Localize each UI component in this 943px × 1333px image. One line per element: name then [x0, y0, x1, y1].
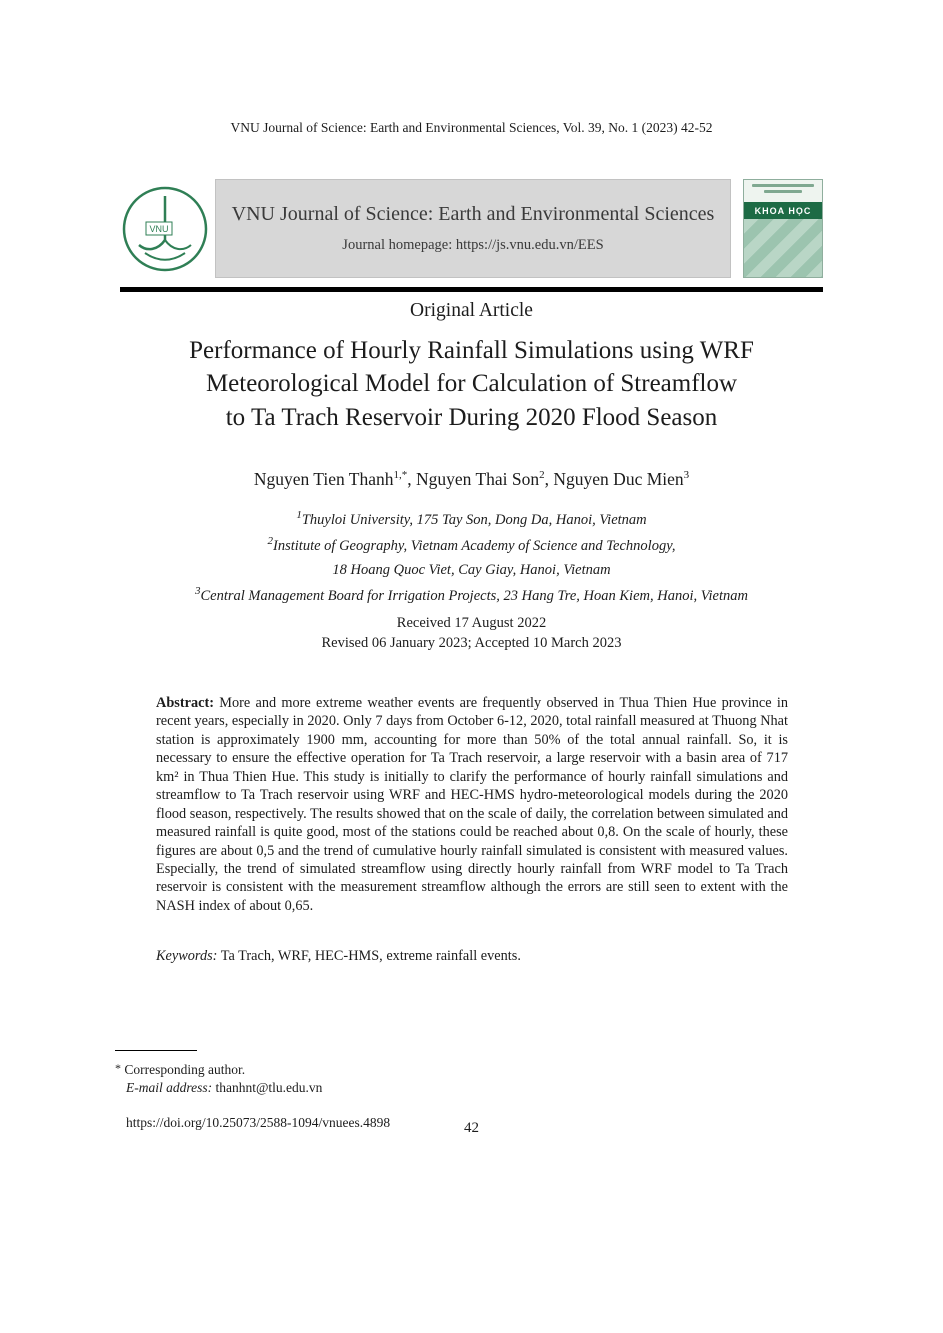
doi-link[interactable]: https://doi.org/10.25073/2588-1094/vnuees.4898	[126, 1115, 391, 1131]
email-address[interactable]: thanhnt@tlu.edu.vn	[212, 1080, 323, 1096]
affiliation-list	[0, 506, 943, 608]
author-separator: ,	[407, 469, 416, 489]
cover-pattern	[744, 219, 822, 277]
email-line	[115, 1079, 535, 1097]
keywords-text: Ta Trach, WRF, HEC-HMS, extreme rainfall events.	[217, 948, 521, 964]
keywords-section	[156, 948, 788, 965]
abstract-label: Abstract:	[156, 695, 214, 711]
author-3-name: Nguyen Duc Mien	[553, 469, 684, 489]
author-1-name: Nguyen Tien Thanh	[253, 469, 394, 489]
author-list	[0, 469, 943, 490]
revised-accepted-dates: Revised 06 January 2023; Accepted 10 March 2023	[321, 634, 622, 651]
email-label: E-mail address:	[126, 1080, 213, 1096]
journal-cover-thumbnail	[743, 179, 823, 278]
abstract-text: More and more extreme weather events are frequently observed in Thua Thien Hue province in recent years, especially in 2020. Only 7 days from October 6-12, 2020, total rainfall measured at Thuong Nhat station is approximately 1900 mm, accounting for more than 50% of the total annual rainfall. So, it is necessary to ensure the effective operation for Ta Trach reservoir, a large reservoir with a basin area of 717 km² in Thua Thien Hue. This study is initially to clarify the performance of hourly rainfall simulations and streamflow to Ta Trach reservoir using WRF and HEC-HMS hydro-meteorological models during the 2020 flood season, respectively. The results showed that on the scale of daily, the correlation between simulated and measured rainfall is quite good, most of the stations could be reached about 0,8. On the scale of hourly, these figures are about 0,5 and the trend of cumulative hourly rainfall simulated is consistent with measured values. Especially, the trend of simulated streamflow using directly hourly rainfall from WRF model to Ta Trach reservoir is consistent with the measurement streamflow although the errors are still seen to extent with the NASH index of about 0,65.	[156, 695, 788, 914]
author-separator: ,	[544, 469, 554, 489]
article-title	[120, 334, 823, 434]
received-date: Received 17 August 2022	[396, 615, 547, 631]
author-3-affmark: 3	[683, 469, 690, 482]
journal-banner	[120, 179, 823, 278]
asterisk-marker: *	[115, 1061, 121, 1075]
keywords-label: Keywords:	[156, 948, 218, 964]
masthead-journal-title: VNU Journal of Science: Earth and Environmental Sciences	[231, 203, 715, 225]
affiliation-2-text: Institute of Geography, Vietnam Academy of Science and Technology,	[273, 537, 676, 554]
cover-decorative-line	[752, 184, 814, 187]
vnu-logo-text: VNU	[149, 223, 169, 234]
masthead	[215, 179, 731, 278]
affiliation-1-mark: 1	[296, 509, 302, 521]
abstract-section	[156, 694, 788, 915]
article-title-line-3: to Ta Trach Reservoir During 2020 Flood Season	[225, 403, 718, 431]
article-history	[0, 614, 943, 653]
affiliation-3	[0, 582, 943, 608]
masthead-homepage-link[interactable]: Journal homepage: https://js.vnu.edu.vn/EES	[342, 237, 604, 253]
running-head: VNU Journal of Science: Earth and Environmental Sciences, Vol. 39, No. 1 (2023) 42-52	[230, 120, 713, 135]
affiliation-3-text: Central Management Board for Irrigation Projects, 23 Hang Tre, Hoan Kiem, Hanoi, Vietnam	[200, 587, 748, 604]
corresponding-author-text: Corresponding author.	[121, 1062, 246, 1077]
affiliation-1	[0, 506, 943, 532]
article-type-label: Original Article	[410, 300, 533, 321]
corresponding-author-note	[115, 1060, 535, 1079]
affiliation-1-text: Thuyloi University, 175 Tay Son, Dong Da, Hanoi, Vietnam	[301, 511, 647, 528]
affiliation-3-mark: 3	[195, 584, 201, 597]
author-2-name: Nguyen Thai Son	[416, 469, 540, 489]
header-divider-rule	[120, 287, 823, 292]
author-2-affmark: 2	[539, 469, 545, 482]
page-number: 42	[464, 1120, 479, 1136]
article-title-line-1: Performance of Hourly Rainfall Simulations using WRF	[189, 337, 754, 364]
affiliation-2-text-continued: 18 Hoang Quoc Viet, Cay Giay, Hanoi, Vietnam	[332, 561, 611, 578]
footnote-divider-rule	[115, 1050, 197, 1051]
article-title-line-2: Meteorological Model for Calculation of Streamflow	[205, 370, 738, 398]
cover-title: KHOA HỌC	[744, 202, 822, 219]
vnu-logo	[120, 179, 215, 278]
vnu-logo-icon	[120, 184, 210, 274]
cover-decorative-line	[764, 190, 801, 193]
affiliation-2-continued	[0, 558, 943, 582]
cover-top-decoration	[744, 180, 822, 202]
affiliation-2	[0, 532, 943, 558]
author-1-affmark: 1,*	[393, 469, 408, 482]
affiliation-2-mark: 2	[267, 534, 274, 547]
